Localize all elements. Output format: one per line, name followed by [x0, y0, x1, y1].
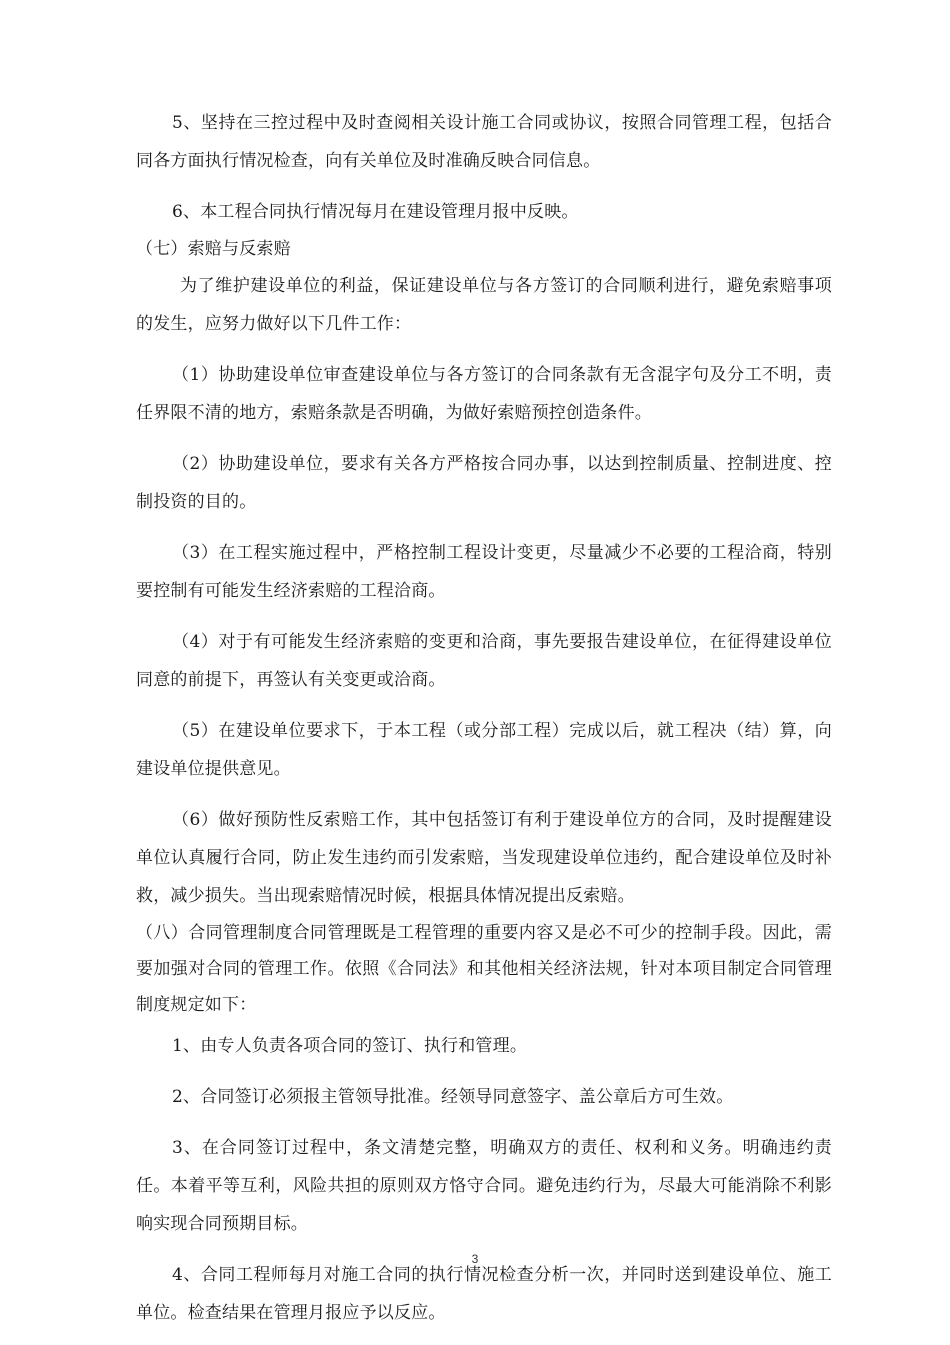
paragraph-claims-item-6: （6）做好预防性反索赔工作，其中包括签订有利于建设单位方的合同，及时提醒建设单位认真履行合同，防止发生违约而引发索赔，当发现建设单位违约，配合建设单位及时补救，减少损失。当出现索赔情况时候，根据具体情况提出反索赔。: [136, 810, 832, 906]
page-number: 3: [471, 1252, 479, 1266]
paragraph-management-item-1: 1、由专人负责各项合同的签订、执行和管理。: [172, 1036, 528, 1056]
paragraph-claims-item-4: （4）对于有可能发生经济索赔的变更和洽商，事先要报告建设单位，在征得建设单位同意的前提下，再签认有关变更或洽商。: [136, 632, 832, 690]
section-heading-contract-management: （八）合同管理制度合同管理既是工程管理的重要内容又是必不可少的控制手段。因此，需要加强对合同的管理工作。依照《合同法》和其他相关经济法规，针对本项目制定合同管理制度规定如下：: [136, 923, 832, 1015]
paragraph-item-5-contract-check: 5、坚持在三控过程中及时查阅相关设计施工合同或协议，按照合同管理工程，包括合同各方面执行情况检查，向有关单位及时准确反映合同信息。: [136, 113, 832, 171]
paragraph-claims-intro: 为了维护建设单位的利益，保证建设单位与各方签订的合同顺利进行，避免索赔事项的发生，应努力做好以下几件工作：: [136, 276, 832, 334]
paragraph-claims-item-3: （3）在工程实施过程中，严格控制工程设计变更，尽量减少不必要的工程洽商，特别要控制有可能发生经济索赔的工程洽商。: [136, 543, 832, 601]
paragraph-claims-item-1: （1）协助建设单位审查建设单位与各方签订的合同条款有无含混字句及分工不明，责任界限不清的地方，索赔条款是否明确，为做好索赔预控创造条件。: [136, 365, 832, 423]
paragraph-management-item-4: 4、合同工程师每月对施工合同的执行情况检查分析一次，并同时送到建设单位、施工单位。检查结果在管理月报应予以反应。: [136, 1265, 832, 1323]
paragraph-item-6-monthly-report: 6、本工程合同执行情况每月在建设管理月报中反映。: [172, 202, 579, 222]
paragraph-management-item-3: 3、在合同签订过程中，条文清楚完整，明确双方的责任、权利和义务。明确违约责任。本着平等互利，风险共担的原则双方恪守合同。避免违约行为，尽最大可能消除不利影响实现合同预期目标。: [136, 1138, 832, 1234]
paragraph-claims-item-5: （5）在建设单位要求下，于本工程（或分部工程）完成以后，就工程决（结）算，向建设单位提供意见。: [136, 721, 832, 779]
document-body: [136, 104, 832, 1345]
paragraph-management-item-2: 2、合同签订必须报主管领导批准。经领导同意签字、盖公章后方可生效。: [172, 1087, 734, 1107]
section-heading-claims: （七）索赔与反索赔: [136, 239, 291, 259]
paragraph-claims-item-2: （2）协助建设单位，要求有关各方严格按合同办事，以达到控制质量、控制进度、控制投资的目的。: [136, 454, 832, 512]
